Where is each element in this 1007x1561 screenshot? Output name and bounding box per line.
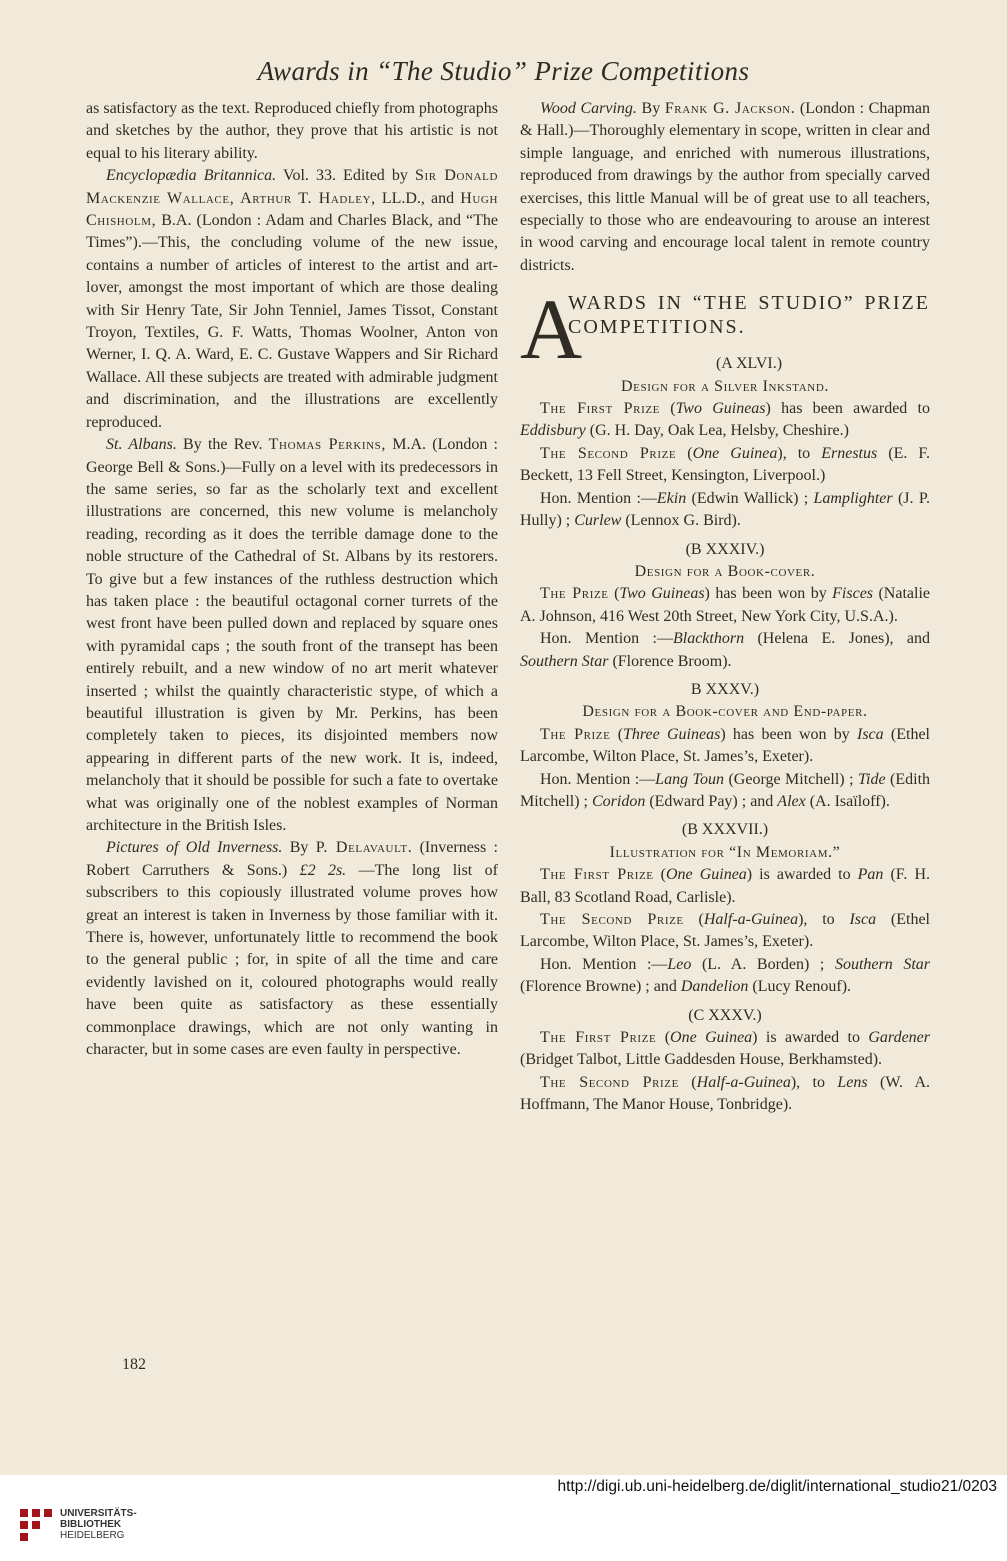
competition-code: (B XXXIV.)	[685, 540, 765, 558]
competition-title: Design for a Book-cover and End-paper.	[582, 703, 868, 721]
editor-names: Hugh Chisholm,	[86, 189, 498, 230]
review-old-inverness: Pictures of Old Inverness. By P. Delavault. (Inverness : Robert Carruthers & Sons.) £2 2s. —The long list of subscribers to this copiously illustrated volume proves how great an interest is taken in Inverness by those familiar with it. There is, however, unfortunately little to recommend the book to the general public ; for, in spite of all the time and care evidently lavished on it, coloured photographs would really have been quite as satisfactory as these essentially commonplace drawings, which are not only wanting in character, but in some cases are even faulty in perspective.	[86, 839, 498, 1059]
competition-title: Design for a Silver Inkstand.	[621, 377, 829, 395]
author-name: Thomas Perkins,	[268, 436, 387, 454]
library-name: UNIVERSITÄTS- BIBLIOTHEK HEIDELBERG	[60, 1508, 137, 1541]
drop-cap: A	[520, 281, 583, 378]
book-title: Wood Carving.	[540, 100, 637, 117]
review-encyclopaedia-britannica: Encyclopædia Britannica. Vol. 33. Edited by Sir Donald Mackenzie Wallace, Arthur T. Hadley, LL.D., and Hugh Chisholm, B.A. (London : Adam and Charles Black, and “The Times”).—This, the concluding volume of the new issue, contains a number of articles of interest to the artist and art-lover, amongst the most important of which are those dealing with Sir Henry Tate, Sir John Tenniel, James Tissot, Constant Troyon, Textiles, G. F. Watts, Thomas Woolner, Anton von Werner, I. Q. A. Ward, E. C. Gustave Wappers and Sir Richard Wallace. All these subjects are treated with admirable judgment and discrimination, and the illustrations are excellently reproduced.	[86, 167, 498, 431]
left-column	[86, 98, 498, 1061]
award-entry: The Second Prize (Half-a-Guinea), to Isca (Ethel Larcombe, Wilton Place, St. James’s, Exeter).	[520, 911, 930, 951]
author-name: Frank G. Jackson.	[664, 100, 796, 117]
review-st-albans: St. Albans. By the Rev. Thomas Perkins, M.A. (London : George Bell & Sons.)—Fully on a level with its predecessors in the same series, so far as the scholarly text and excellent illustrations are concerned, this new volume is melancholy reading, recording as it does the terrible damage done to the noble structure of the Cathedral of St. Albans by its restorers. To give but a few instances of the ruthless destruction which has taken place : the beautiful octagonal corner turrets of the west front have been pulled down and replaced by square ones with pyramidal caps ; the south front of the transept has been entirely rebuilt, and a new window of no art merit whatever inserted ; whilst the quaintly characteristic stype, of which a beautiful illustration is given by Mr. Perkins, has been completely taken to pieces, its disjointed members now appearing in different parts of the new work. It is, indeed, melancholy that it should be possible for such a fate to overtake what was originally one of the noblest examples of Norman architecture in the British Isles.	[86, 436, 498, 834]
editor-names: Sir Donald Mackenzie Wallace, Arthur T. Hadley,	[86, 167, 498, 207]
award-entry: The Second Prize (Half-a-Guinea), to Lens (W. A. Hoffmann, The Manor House, Tonbridge).	[520, 1073, 930, 1114]
competition-code: (C XXXV.)	[688, 1006, 762, 1024]
award-entry: The First Prize (One Guinea) is awarded to Gardener (Bridget Talbot, Little Gaddesden House, Berkhamsted).	[520, 1029, 930, 1069]
review-wood-carving: Wood Carving. By Frank G. Jackson. (London : Chapman & Hall.)—Thoroughly elementary in scope, written in clear and simple language, and enriched with numerous illustrations, reproduced from drawings by the author from specially carved exercises, this little Manual will be of great use to all teachers, especially to those who are endeavouring to arouse an interest in wood carving and encourage local talent in remote country districts.	[520, 100, 931, 274]
university-library-logo	[18, 1507, 54, 1543]
author-name: P. Delavault.	[315, 839, 413, 857]
price: £2 2s.	[299, 861, 347, 879]
viewer-footer	[0, 1475, 1007, 1561]
award-entry: The Prize (Two Guineas) has been won by Fisces (Natalie A. Johnson, 416 West 20th Street, New York City, U.S.A.).	[520, 585, 930, 625]
award-entry: The First Prize (Two Guineas) has been awarded to Eddisbury (G. H. Day, Oak Lea, Helsby, Cheshire.)	[520, 400, 930, 440]
book-title: St. Albans.	[106, 436, 177, 454]
competition-title: Design for a Book-cover.	[634, 562, 816, 580]
competition-code: B XXXV.)	[690, 680, 760, 698]
book-title: Encyclopædia Britannica.	[106, 167, 277, 185]
award-entry: The Prize (Three Guineas) has been won by Isca (Ethel Larcombe, Wilton Place, St. James’s, Exeter).	[520, 725, 930, 766]
running-title: Awards in “The Studio” Prize Competitions	[257, 56, 750, 86]
source-url-link[interactable]: http://digi.ub.uni-heidelberg.de/diglit/international_studio21/0203	[557, 1478, 997, 1495]
section-heading-text: WARDS IN “THE STUDIO” PRIZE COMPETITIONS.	[568, 292, 930, 339]
honourable-mention: Hon. Mention :—Leo (L. A. Borden) ; Southern Star (Florence Browne) ; and Dandelion (Lucy Renouf).	[520, 955, 930, 996]
right-column	[520, 98, 930, 1117]
honourable-mention: Hon. Mention :—Blackthorn (Helena E. Jones), and Southern Star (Florence Broom).	[520, 630, 930, 670]
competition-code: (A XLVI.)	[715, 355, 783, 373]
honourable-mention: Hon. Mention :—Ekin (Edwin Wallick) ; Lamplighter (J. P. Hully) ; Curlew (Lennox G. Bird).	[520, 489, 930, 530]
continued-review: as satisfactory as the text. Reproduced chiefly from photographs and sketches by the author, they prove that his artistic is not equal to his literary ability.	[86, 100, 498, 162]
section-heading	[520, 281, 930, 378]
competition-code: (B XXXVII.)	[681, 821, 769, 839]
book-title: Pictures of Old Inverness.	[106, 839, 283, 857]
honourable-mention: Hon. Mention :—Lang Toun (George Mitchell) ; Tide (Edith Mitchell) ; Coridon (Edward Pay) ; and Alex (A. Isaïloff).	[520, 770, 931, 810]
competition-title: Illustration for “In Memoriam.”	[609, 843, 841, 861]
page-number: 182	[122, 1356, 146, 1373]
award-entry: The Second Prize (One Guinea), to Ernestus (E. F. Beckett, 13 Fell Street, Kensington, Liverpool.)	[520, 444, 930, 485]
award-entry: The First Prize (One Guinea) is awarded to Pan (F. H. Ball, 83 Scotland Road, Carlisle).	[520, 866, 930, 906]
